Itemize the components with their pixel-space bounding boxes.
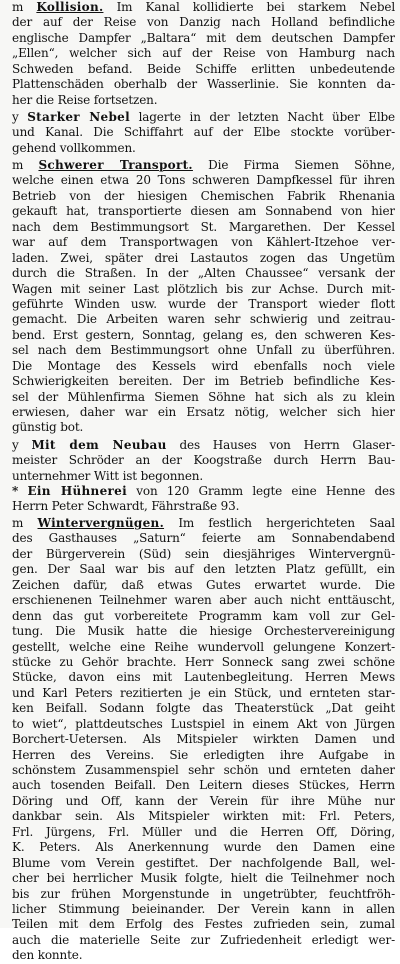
- article-headline: Starker Nebel: [27, 110, 130, 124]
- article-line: Borchert-Uetersen. Als Mitspieler wirkten Damen und: [12, 732, 395, 747]
- article-line: Herrn Peter Schwardt, Fährstraße 93.: [12, 499, 240, 514]
- article-headline: Wintervergnügen.: [37, 516, 165, 530]
- article-line: [12, 158, 395, 173]
- article-line: denn das gut vorbereitete Programm kam voll zur Gel-: [12, 608, 395, 623]
- article-line: [12, 438, 395, 453]
- article-line: her die Reise fortsetzen.: [12, 92, 158, 107]
- article-line: günstig bot.: [12, 420, 84, 435]
- article-line: gen. Der Saal war bis auf den letzten Platz gefüllt, ein: [12, 562, 395, 577]
- article-line: erschienenen Teilnehmer waren aber auch nicht enttäuscht,: [12, 593, 395, 608]
- article-line: licher Stimmung beieinander. Der Verein kann in allen: [12, 901, 395, 916]
- article-line: Stücke, davon eins mit Lautenbegleitung. Herren Mews: [12, 670, 395, 685]
- article-line: „Ellen“, welcher sich auf der Reise von Hamburg nach: [12, 46, 395, 61]
- article-starker-nebel: [12, 110, 395, 156]
- article-text: Im festlich hergerichteten Saal: [178, 516, 395, 530]
- article-line: Schweden befand. Beide Schiffe erlitten unbedeutende: [12, 61, 395, 76]
- article-line: schönstem Zusammenspiel sehr schön und ernteten daher: [12, 763, 395, 777]
- section-marker: m: [12, 0, 24, 14]
- article-line: erwiesen, daher war ein Ersatz nötig, welcher sich hier: [12, 405, 395, 419]
- article-line: durch die Straßen. In der „Alten Chaussee“ versank der: [12, 266, 395, 281]
- article-line: Die Montage des Kessels wird ebenfalls noch viele: [12, 358, 395, 373]
- article-line: englische Dampfer „Baltara“ mit dem deutschen Dampfer: [12, 30, 395, 45]
- article-line: und Karl Peters rezitierten je ein Stück, und ernteten star-: [12, 685, 395, 700]
- article-line: laden. Zwei, später drei Lastautos zogen das Ungetüm: [12, 250, 395, 265]
- article-line: sel nach dem Bestimmungsort ohne Unfall zu überführen.: [12, 343, 395, 358]
- article-line: geführte Winden usw. wurde der Transport wieder flott: [12, 296, 395, 311]
- article-line: cher bei herrlicher Musik folgte, hielt die Teilnehmer noch: [12, 871, 395, 886]
- article-line: Blume vom Verein gestiftet. Der nachfolgende Ball, wel-: [12, 855, 395, 870]
- article-text: Im Kanal kollidierte bei starkem Nebel: [116, 0, 395, 14]
- article-line: to wiet“, plattdeutsches Lustspiel in einem Akt von Jürgen: [12, 716, 395, 731]
- article-headline: Schwerer Transport.: [38, 158, 193, 172]
- section-marker: *: [12, 484, 19, 498]
- article-line: auch die materielle Seite zur Zufriedenheit erledigt wer-: [12, 932, 395, 947]
- article-line: Herren des Vereins. Sie erledigten ihre Aufgabe in: [12, 747, 395, 762]
- article-text: des Hauses von Herrn Glaser-: [179, 438, 395, 452]
- article-line: Zeichen dafür, daß etwas Gutes erwartet wurde. Die: [12, 577, 395, 592]
- article-line: Betrieb von der hiesigen Chemischen Fabrik Rhenania: [12, 188, 395, 203]
- article-line: bend. Erst gestern, Sonntag, gelang es, den schweren Kes-: [12, 327, 395, 342]
- article-line: der Bürgerverein (Süd) sein diesjähriges Wintervergnü-: [12, 546, 395, 561]
- article-line: auch tosenden Beifall. Den Leitern dieses Stückes, Herrn: [12, 778, 395, 793]
- article-line: [12, 0, 395, 15]
- article-text: von 120 Gramm legte eine Henne des: [136, 484, 395, 498]
- section-marker: m: [12, 516, 24, 530]
- article-line: tung. Die Musik hatte die hiesige Orchestervereinigung: [12, 624, 395, 639]
- article-line: gestellt, welche eine Reihe wundervoll gelungene Konzert-: [12, 639, 395, 654]
- section-marker: m: [12, 158, 24, 172]
- article-line: welche einen etwa 20 Tons schweren Dampfkessel für ihren: [12, 173, 395, 188]
- article-huehnerei: [12, 484, 395, 515]
- article-line: des Gasthauses „Saturn“ feierte am Sonnabendabend: [12, 531, 395, 546]
- article-text: Die Firma Siemen Söhne,: [208, 158, 395, 172]
- article-line: Frl. Jürgens, Frl. Müller und die Herren Off, Döring,: [12, 824, 395, 839]
- article-text: lagerte in der letzten Nacht über Elbe: [138, 110, 395, 124]
- article-line: sel der Mühlenfirma Siemen Söhne hat sich als zu klein: [12, 389, 395, 404]
- article-line: unternehmer Witt ist begonnen.: [12, 468, 204, 483]
- article-line: gehend vollkommen.: [12, 140, 136, 155]
- article-line: Teilen mit dem Erfolg des Festes zufrieden sein, zumal: [12, 917, 395, 932]
- article-schwerer-transport: [12, 158, 395, 436]
- article-line: [12, 110, 395, 125]
- article-line: Plattenschäden oberhalb der Wasserlinie. Sie konnten da-: [12, 77, 395, 92]
- section-marker: y: [12, 110, 19, 124]
- article-line: gemacht. Die Arbeiten waren sehr schwierig und zeitrau-: [12, 312, 395, 327]
- article-headline: Mit dem Neubau: [31, 438, 167, 452]
- article-line: K. Peters. Als Anerkennung wurde den Damen eine: [12, 840, 395, 855]
- article-line: bis zur frühen Morgenstunde in ungetrübter, feuchtfröh-: [12, 886, 395, 901]
- article-line: nach dem Bestimmungsort St. Margarethen. Der Kessel: [12, 219, 395, 234]
- article-line: meister Schröder an der Koogstraße durch Herrn Bau-: [12, 453, 395, 468]
- article-kollision: [12, 0, 395, 108]
- article-headline: Kollision.: [36, 0, 104, 14]
- article-line: war auf dem Transportwagen von Kählert-Itzehoe ver-: [12, 235, 395, 250]
- article-line: [12, 484, 395, 499]
- article-line: der auf der Reise von Danzig nach Holland befindliche: [12, 15, 395, 30]
- article-line: und Kanal. Die Schiffahrt auf der Elbe stockte vorüber-: [12, 125, 395, 140]
- article-line: gekauft hat, transportierte diesen am Sonnabend von hier: [12, 204, 395, 219]
- article-neubau: [12, 438, 395, 484]
- article-line: dankbar sein. Als Mitspieler wirkten mit: Frl. Peters,: [12, 809, 395, 824]
- article-line: stücke zu Gehör brachte. Herr Sonneck sang zwei schöne: [12, 654, 395, 669]
- article-wintervergnuegen: [12, 516, 395, 964]
- article-line: [12, 516, 395, 531]
- article-line: den konnte.: [12, 948, 83, 963]
- article-line: Döring und Off, kann der Verein für ihre Mühe nur: [12, 793, 395, 808]
- article-line: ken Beifall. Sodann folgte das Theaterstück „Dat geiht: [12, 701, 395, 716]
- section-marker: y: [12, 438, 19, 452]
- article-line: Wagen mit seiner Last plötzlich bis zur Achse. Durch mit-: [12, 281, 395, 296]
- article-line: Schwierigkeiten bereiten. Der im Betrieb befindliche Kes-: [12, 374, 395, 389]
- article-headline: Ein Hühnerei: [27, 484, 127, 498]
